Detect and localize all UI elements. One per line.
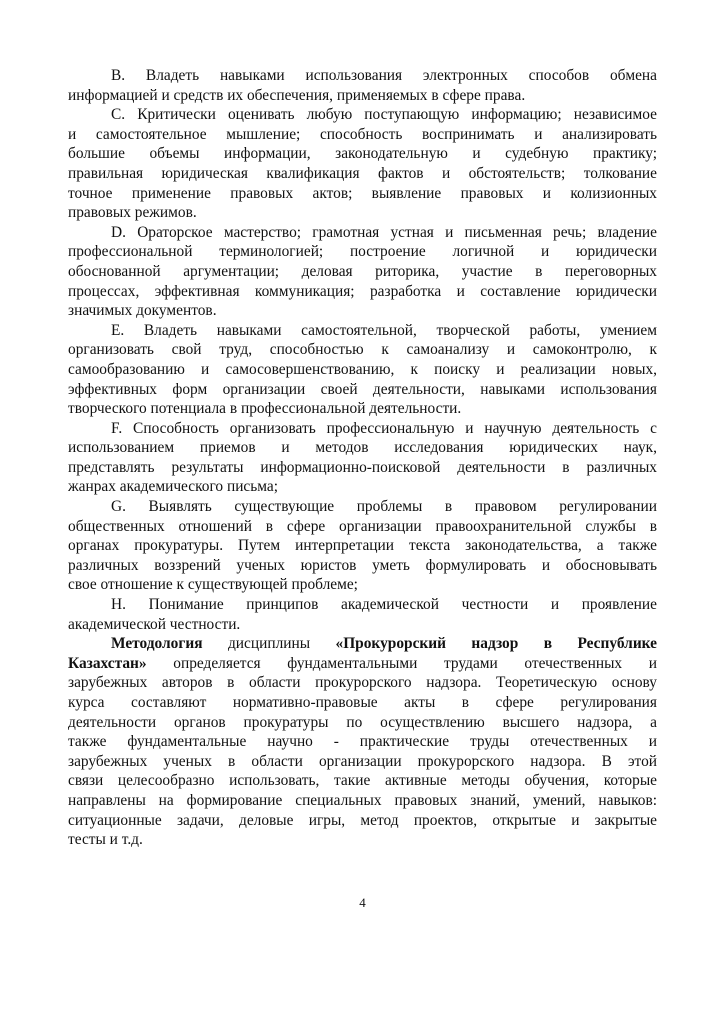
text-line: информацией и средств их обеспечения, применяемых в сфере права. [68,86,526,104]
text-line: органах прокуратуры. Путем интерпретации текста законодательства, а также [68,537,657,555]
text-line: G. Выявлять существующие проблемы в правовом регулировании [111,498,657,516]
text-line: правовых режимов. [68,204,197,222]
methodology-line: связи целесообразно использовать, такие активные методы обучения, которые [68,772,657,790]
text-line: процессах, эффективная коммуникация; разработка и составление юридически [68,282,657,300]
text-line: представлять результаты информационно-поисковой деятельности в различных [68,458,657,476]
competency-paragraph-b [68,66,657,105]
methodology-line: также фундаментальные научно - практические труды отечественных и [68,733,657,751]
competency-paragraph-g [68,497,657,595]
text-line: C. Критически оценивать любую поступающую информацию; независимое [111,106,657,124]
text-line: организовать свой труд, способностью к самоанализу и самоконтролю, к [68,341,657,359]
text-line: F. Способность организовать профессиональную и научную деятельность с [111,419,657,437]
text-line: общественных отношений в сфере организации правоохранительной службы в [68,517,657,535]
text-line: большие объемы информации, законодательную и судебную практику; [68,145,657,163]
methodology-line: зарубежных авторов в области прокурорского надзора. Теоретическую основу [68,674,657,692]
competency-paragraph-f [68,419,657,497]
text-line: различных воззрений ученых юристов уметь формулировать и обосновывать [68,556,657,574]
methodology-line: деятельности органов прокуратуры по осуществлению высшего надзора, а [68,713,657,731]
text-line: D. Ораторское мастерство; грамотная устная и письменная речь; владение [111,223,657,241]
methodology-line: зарубежных ученых в области организации прокурорского надзора. В этой [68,752,657,770]
methodology-paragraph [68,634,657,850]
text-line: и самостоятельное мышление; способность воспринимать и анализировать [68,125,657,143]
text-line: E. Владеть навыками самостоятельной, творческой работы, умением [111,321,657,339]
competency-paragraph-c [68,105,657,223]
text-line: творческого потенциала в профессиональной деятельности. [68,400,462,418]
text-line: профессиональной терминологией; построение логичной и юридически [68,243,657,261]
methodology-line: ситуационные задачи, деловые игры, метод проектов, открытые и закрытые [68,811,657,829]
course-title-part-1: «Прокурорский надзор в Республике [335,635,657,653]
text-line: обоснованной аргументации; деловая риторика, участие в переговорных [68,262,657,280]
page-number: 4 [359,895,366,910]
methodology-text: дисциплины [202,635,336,653]
methodology-line: тесты и т.д. [68,831,143,849]
competency-paragraph-d [68,223,657,321]
competency-paragraph-e [68,321,657,419]
text-line: использованием приемов и методов исследования юридических наук, [68,439,657,457]
text-line: значимых документов. [68,302,217,320]
text-line: жанрах академического письма; [68,478,279,496]
methodology-line [68,654,657,674]
methodology-lead: Методология [111,635,203,653]
text-line: B. Владеть навыками использования электронных способов обмена [111,67,657,84]
methodology-line [68,634,657,654]
text-line: самообразованию и самосовершенствованию, к поиску и реализации новых, [68,360,657,378]
course-title-part-2: Казахстан» [68,654,147,672]
text-line: свое отношение к существующей проблеме; [68,576,358,594]
text-line: эффективных форм организации своей деятельности, навыками использования [68,380,657,398]
methodology-text: определяется фундаментальными трудами отечественных и [146,654,657,672]
text-line: H. Понимание принципов академической честности и проявление [111,596,657,614]
methodology-line: курса составляют нормативно-правовые акты в сфере регулирования [68,694,657,711]
methodology-line: направлены на формирование специальных правовых знаний, умений, навыков: [68,791,657,809]
text-line: правильная юридическая квалификация фактов и обстоятельств; толкование [68,164,657,182]
document-page [68,66,657,850]
text-line: академической честности. [68,615,241,633]
document-body [68,66,657,634]
text-line: точное применение правовых актов; выявление правовых и колизионных [68,184,657,202]
competency-paragraph-h [68,595,657,634]
